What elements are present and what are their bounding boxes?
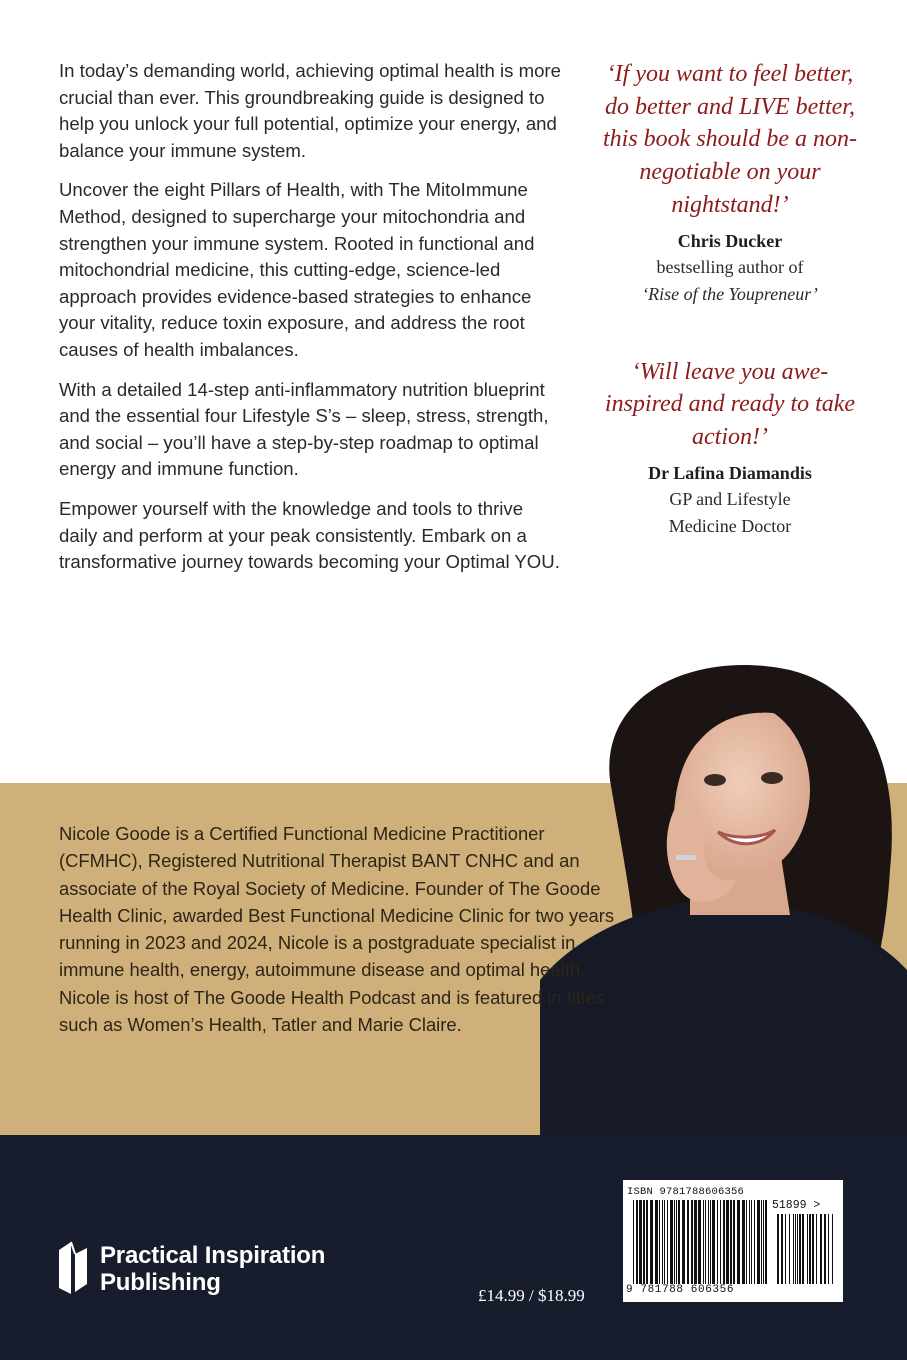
- barcode-addon-bar: [824, 1214, 826, 1284]
- barcode-addon-bar: [802, 1214, 804, 1284]
- blurb-paragraph-3: With a detailed 14-step anti-inflammatory nutrition blueprint and the essential four Lifestyle S’s – sleep, stress, strength, and social – you’ll have a step-by-step roadmap to optimal energy and immune function.: [59, 378, 549, 480]
- barcode-addon-bar: [781, 1214, 783, 1284]
- author-bio: Nicole Goode is a Certified Functional Medicine Practitioner (CFMHC), Registered Nutritional Therapist BANT CNHC and an associate of the Royal Society of Medicine. Founder of The Goode Health Clinic, awarded Best Functional Medicine Clinic for two years running in 2023 and 2024, Nicole is a postgraduate specialist in immune health, energy, autoimmune disease and optimal health. Nicole is host of The Goode Health Podcast and is featured in titles such as Women’s Health, Tatler and Marie Claire.: [59, 823, 615, 1036]
- barcode-bar: [726, 1200, 729, 1284]
- barcode-bar: [761, 1200, 762, 1284]
- barcode-addon-bar: [797, 1214, 798, 1284]
- quote-author-role: GP and Lifestyle: [669, 488, 791, 509]
- barcode-bar: [662, 1200, 663, 1284]
- barcode-bar: [676, 1200, 677, 1284]
- barcode-bar: [720, 1200, 721, 1284]
- barcode-bar: [746, 1200, 747, 1284]
- endorsements: [600, 58, 860, 540]
- barcode-bar: [751, 1200, 752, 1284]
- barcode-bar: [646, 1200, 648, 1284]
- barcode-addon-bar: [807, 1214, 808, 1284]
- barcode-addon-bar: [777, 1214, 779, 1284]
- endorsement-quote: [600, 58, 860, 308]
- blurb-paragraph-4: Empower yourself with the knowledge and tools to thrive daily and perform at your peak consistently. Embark on a transformative journey towards becoming your Optimal YOU.: [59, 497, 560, 573]
- barcode-addon: 51899 >: [772, 1199, 821, 1212]
- blurb-paragraph-1: In today’s demanding world, achieving optimal health is more crucial than ever. This groundbreaking guide is designed to help you unlock your full potential, optimize your energy, and balance your immune system.: [59, 60, 561, 161]
- isbn-label: ISBN 9781788606356: [627, 1186, 745, 1198]
- barcode-addon-bar: [812, 1214, 814, 1284]
- quote-text: ‘Will leave you awe-inspired and ready to take action!’: [604, 358, 856, 450]
- barcode-bar: [678, 1200, 680, 1284]
- publisher-name: Practical Inspiration Publishing: [100, 1242, 326, 1296]
- barcode-bar: [712, 1200, 715, 1284]
- barcode-addon-bar: [832, 1214, 833, 1284]
- barcode-bar: [633, 1200, 634, 1284]
- barcode-bar: [708, 1200, 709, 1284]
- barcode-bar: [749, 1200, 750, 1284]
- barcode-bar: [643, 1200, 645, 1284]
- barcode-addon-bar: [816, 1214, 817, 1284]
- barcode-bar: [650, 1200, 653, 1284]
- price: £14.99 / $18.99: [478, 1286, 585, 1305]
- barcode-bar: [733, 1200, 735, 1284]
- barcode-addon-bar: [793, 1214, 794, 1284]
- barcode-addon-bar: [809, 1214, 811, 1284]
- barcode-bar: [737, 1200, 740, 1284]
- barcode-bar: [659, 1200, 660, 1284]
- barcode-addon-bar: [820, 1214, 822, 1284]
- barcode-addon-bar: [795, 1214, 796, 1284]
- quote-author: Dr Lafina Diamandis: [648, 462, 812, 483]
- barcode-bar: [703, 1200, 704, 1284]
- barcode-bar: [667, 1200, 668, 1284]
- endorsement-quote: [600, 356, 860, 540]
- barcode-bar: [694, 1200, 697, 1284]
- barcode-bar: [717, 1200, 718, 1284]
- barcode-bar: [705, 1200, 706, 1284]
- barcode-addon-bar: [789, 1214, 790, 1284]
- barcode-bar: [636, 1200, 638, 1284]
- barcode-bar: [723, 1200, 725, 1284]
- barcode-bar: [754, 1200, 755, 1284]
- publisher-logo-icon: [57, 1240, 91, 1296]
- quote-author-role: Medicine Doctor: [668, 515, 792, 536]
- barcode: [633, 1200, 837, 1288]
- barcode-bar: [765, 1200, 767, 1284]
- barcode-bar: [698, 1200, 701, 1284]
- barcode-bar: [687, 1200, 689, 1284]
- isbn-digits: 9 781788 606356: [626, 1284, 735, 1296]
- blurb-paragraph-2: Uncover the eight Pillars of Health, with The MitoImmune Method, designed to supercharge your mitochondria and strengthen your immune system. Rooted in functional and mitochondrial medicine, this cutting-edge, science-led approach provides evidence-based strategies to enhance your vitality, reduce toxin exposure, and address the root causes of health imbalances.: [59, 179, 535, 360]
- barcode-bar: [670, 1200, 673, 1284]
- barcode-bar: [730, 1200, 732, 1284]
- barcode-bar: [655, 1200, 658, 1284]
- barcode-bar: [664, 1200, 665, 1284]
- quote-author-role: bestselling author of: [656, 256, 804, 277]
- quote-author-work: ‘Rise of the Youpreneur’: [642, 283, 818, 304]
- barcode-bar: [763, 1200, 764, 1284]
- barcode-addon-bar: [785, 1214, 786, 1284]
- barcode-bar: [757, 1200, 760, 1284]
- barcode-addon-bar: [828, 1214, 829, 1284]
- quote-author: Chris Ducker: [677, 230, 783, 251]
- barcode-bar: [639, 1200, 642, 1284]
- barcode-addon-bar: [799, 1214, 801, 1284]
- book-blurb: [59, 58, 564, 589]
- barcode-bar: [742, 1200, 745, 1284]
- barcode-bar: [674, 1200, 675, 1284]
- barcode-bar: [691, 1200, 693, 1284]
- barcode-bar: [710, 1200, 711, 1284]
- quote-text: ‘If you want to feel better, do better and LIVE better, this book should be a non-negotiable on your nightstand!’: [603, 61, 857, 218]
- barcode-bar: [682, 1200, 685, 1284]
